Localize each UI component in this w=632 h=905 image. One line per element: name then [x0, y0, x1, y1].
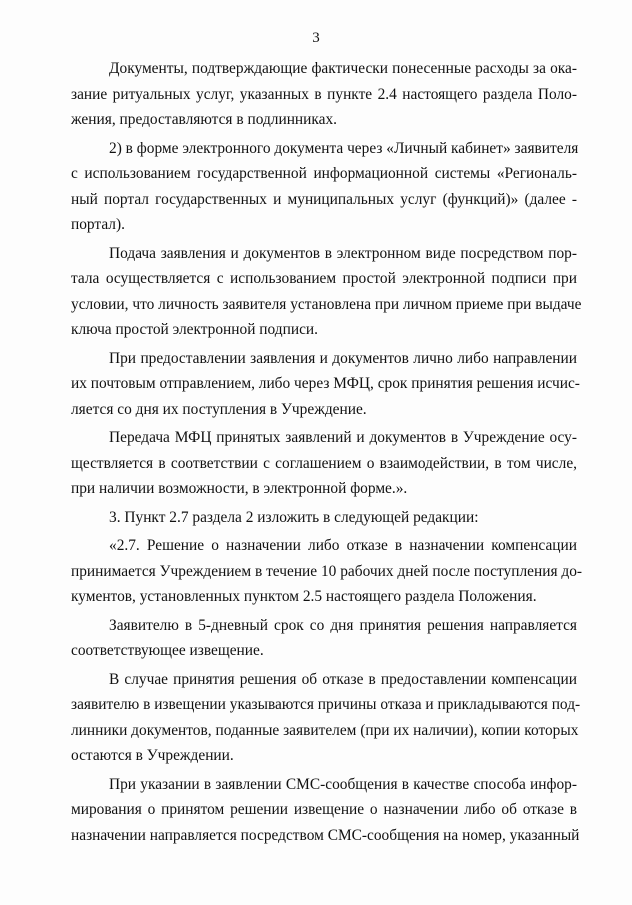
text-line: при наличии возможности, в электронной форме.». — [71, 480, 408, 497]
text-line: соответствующее извещение. — [71, 642, 264, 659]
text-line: принимается Учреждением в течение 10 рабочих дней после поступления до- — [71, 562, 583, 580]
paragraph — [71, 346, 580, 423]
text-line: В случае принятия решения об отказе в предоставлении компенсации — [109, 670, 577, 688]
text-line: 2) в форме электронного документа через «Личный кабинет» заявителя — [109, 139, 579, 157]
text-line: «2.7. Решение о назначении либо отказе в назначении компенсации — [109, 537, 577, 554]
text-line: Подача заявления и документов в электронном виде посредством пор- — [109, 244, 577, 262]
page-number: 3 — [312, 30, 320, 46]
text-line: линники документов, поданные заявителем (при их наличии), копии которых — [71, 721, 579, 739]
paragraph — [71, 613, 577, 664]
text-line: кументов, установленных пунктом 2.5 настоящего раздела Положения. — [71, 588, 537, 605]
text-line: Передача МФЦ принятых заявлений и документов в Учреждение осу- — [109, 429, 577, 446]
text-line: тала осуществляется с использованием простой электронной подписи при — [71, 270, 577, 287]
text-line: ляется со дня их поступления в Учреждение. — [71, 400, 367, 418]
paragraph — [71, 505, 577, 531]
text-line: с использованием государственной информационной системы «Региональ- — [71, 165, 577, 182]
text-line: назначении направляется посредством СМС-сообщения на номер, указанный — [71, 826, 580, 844]
paragraph — [71, 533, 583, 610]
text-line: мирования о принятом решении извещение о назначении либо об отказе в — [71, 801, 577, 818]
text-line: ществляется в соответствии с соглашением о взаимодействии, в том числе, — [71, 454, 577, 472]
paragraph — [71, 772, 580, 849]
paragraph — [71, 136, 577, 238]
text-line: Заявителю в 5-дневный срок со дня принятия решения направляется — [109, 616, 577, 634]
text-line: При указании в заявлении СМС-сообщения в качестве способа инфор- — [109, 775, 577, 793]
paragraph — [71, 241, 582, 343]
text-line: их почтовым отправлением, либо через МФЦ, срок принятия решения исчис- — [71, 375, 580, 392]
text-line: заявителю в извещении указываются причины отказа и прикладываются под- — [71, 696, 581, 713]
text-line: зание ритуальных услуг, указанных в пункте 2.4 настоящего раздела Поло- — [71, 85, 577, 103]
text-line: портал). — [71, 216, 125, 233]
paragraph — [71, 425, 577, 502]
text-line: ключа простой электронной подписи. — [71, 321, 319, 338]
document-body — [71, 56, 583, 848]
text-line: Документы, подтверждающие фактически понесенные расходы за ока- — [109, 60, 577, 77]
paragraph — [71, 667, 581, 769]
text-line: условии, что личность заявителя установлена при личном приеме при выдаче — [71, 295, 582, 313]
text-line: ный портал государственных и муниципальных услуг (функций)» (далее - — [71, 190, 577, 208]
text-line: 3. Пункт 2.7 раздела 2 изложить в следующей редакции: — [109, 508, 479, 526]
text-line: жения, предоставляются в подлинниках. — [71, 111, 338, 128]
text-line: остаются в Учреждении. — [71, 747, 234, 764]
text-line: При предоставлении заявления и документов лично либо направлении — [109, 349, 577, 367]
paragraph — [71, 56, 577, 133]
